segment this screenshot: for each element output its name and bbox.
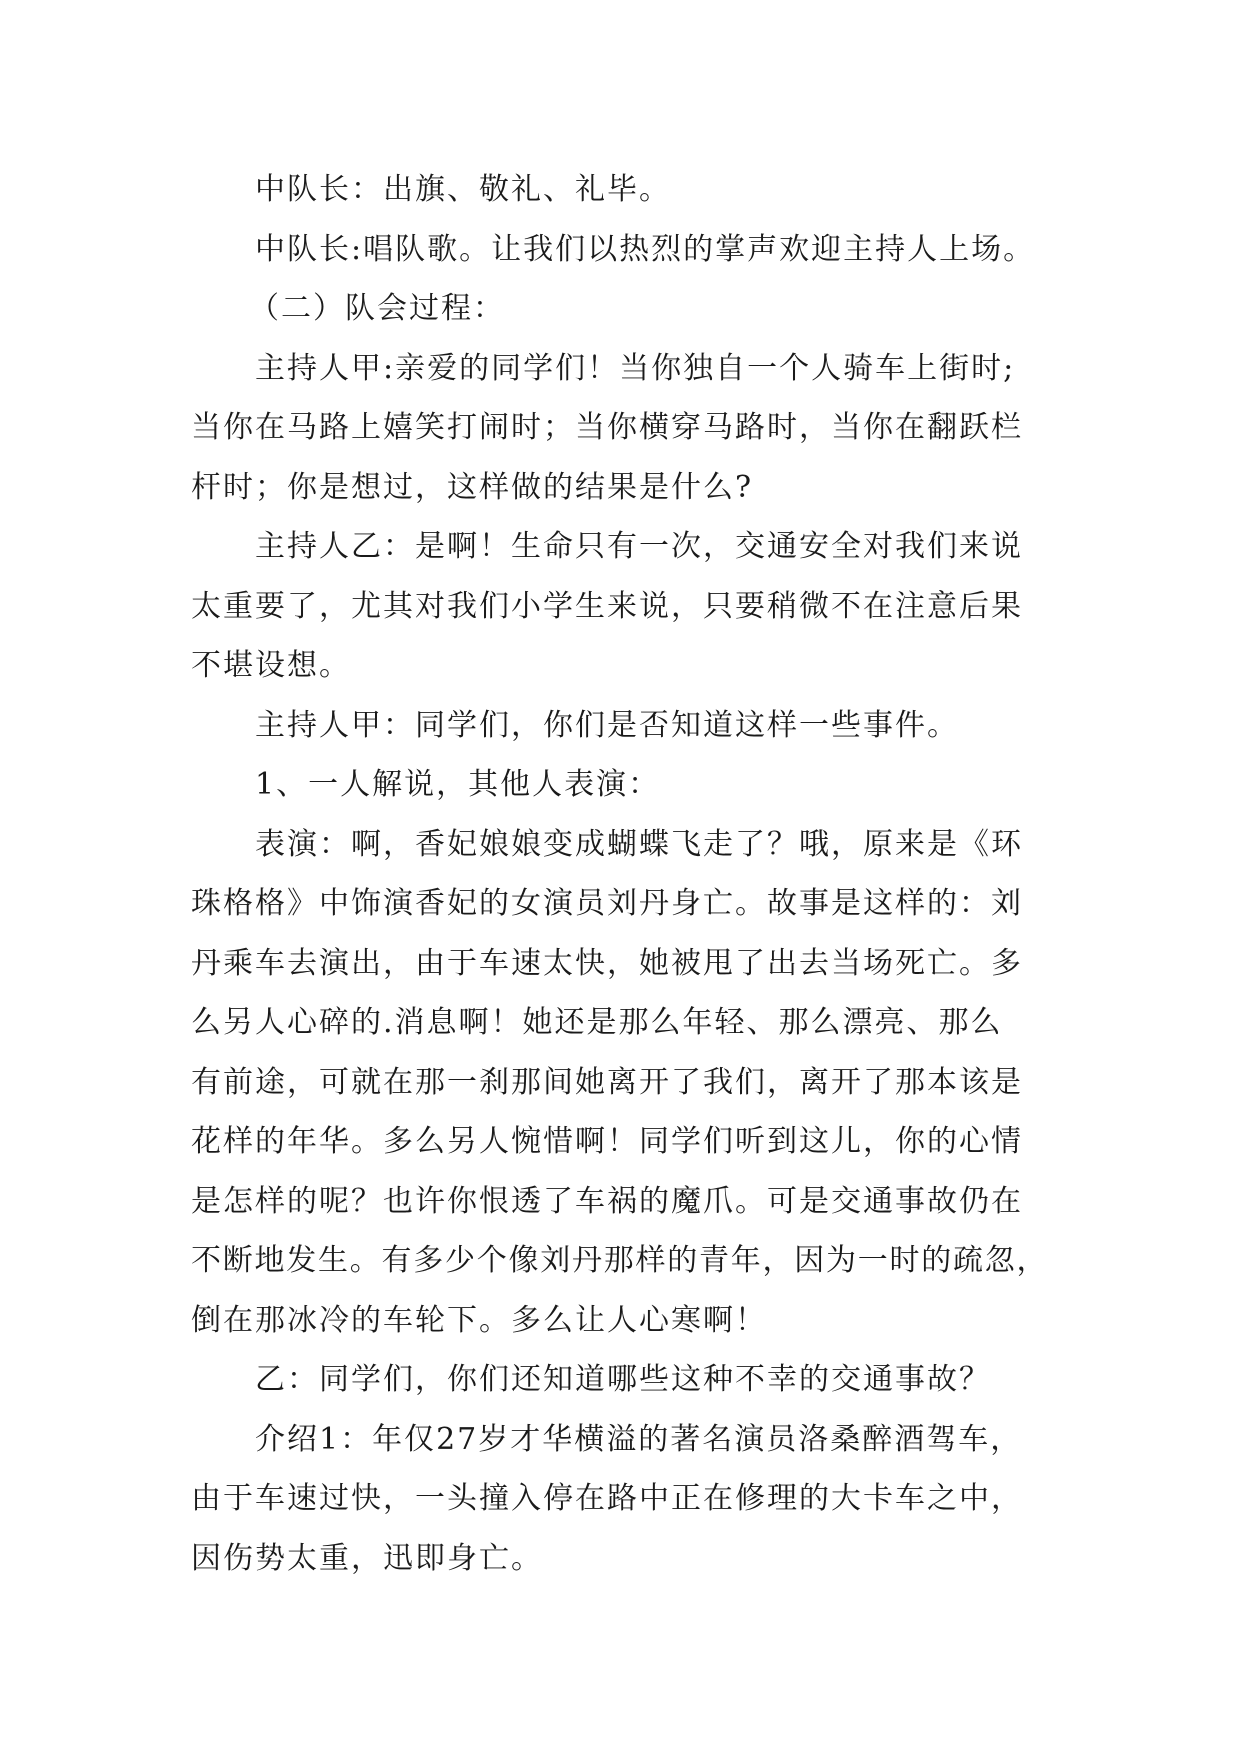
paragraph-line: 不堪设想。: [191, 648, 351, 683]
paragraph-line: 倒在那冰冷的车轮下。多么让人心寒啊！: [191, 1302, 767, 1338]
paragraph-line: 不断地发生。有多少个像刘丹那样的青年，因为一时的疏忽，: [191, 1243, 1049, 1278]
paragraph-line: 珠格格》中饰演香妃的女演员刘丹身亡。故事是这样的：刘: [191, 886, 1023, 921]
paragraph-line: 么另人心碎的.消息啊！她还是那么年轻、那么漂亮、那么: [191, 1005, 1003, 1040]
paragraph-line: 太重要了，尤其对我们小学生来说，只要稍微不在注意后果: [191, 588, 1023, 624]
paragraph-line: 主持人乙：是啊！生命只有一次，交通安全对我们来说: [255, 529, 1023, 564]
paragraph-line: 1、一人解说，其他人表演：: [255, 767, 661, 802]
paragraph-line: 表演：啊，香妃娘娘变成蝴蝶飞走了？哦，原来是《环: [255, 826, 1023, 862]
paragraph-line: 中队长:唱队歌。让我们以热烈的掌声欢迎主持人上场。: [255, 231, 1036, 267]
paragraph-line: 由于车速过快，一头撞入停在路中正在修理的大卡车之中，: [191, 1481, 1023, 1516]
paragraph-line: 是怎样的呢？也许你恨透了车祸的魔爪。可是交通事故仍在: [191, 1183, 1023, 1219]
paragraph-line: 乙：同学们，你们还知道哪些这种不幸的交通事故？: [255, 1362, 991, 1397]
paragraph-line: 丹乘车去演出，由于车速太快，她被甩了出去当场死亡。多: [191, 945, 1023, 981]
paragraph-line: 花样的年华。多么另人惋惜啊！同学们听到这儿，你的心情: [191, 1124, 1023, 1159]
section-heading: （二）队会过程：: [249, 291, 505, 326]
document-body: [191, 160, 1051, 1588]
paragraph-line: 当你在马路上嬉笑打闹时；当你横穿马路时，当你在翻跃栏: [191, 410, 1023, 445]
paragraph-line: 主持人甲：同学们，你们是否知道这样一些事件。: [255, 707, 959, 743]
paragraph-line: 杆时；你是想过，这样做的结果是什么?: [191, 469, 754, 505]
paragraph-line: 有前途，可就在那一刹那间她离开了我们，离开了那本该是: [191, 1064, 1023, 1100]
paragraph-line: 中队长：出旗、敬礼、礼毕。: [255, 172, 671, 207]
paragraph-line: 介绍1：年仅27岁才华横溢的著名演员洛桑醉酒驾车，: [255, 1421, 1023, 1457]
paragraph-line: 因伤势太重，迅即身亡。: [191, 1540, 543, 1576]
paragraph-line: 主持人甲:亲爱的同学们！当你独自一个人骑车上街时;: [255, 350, 1016, 386]
